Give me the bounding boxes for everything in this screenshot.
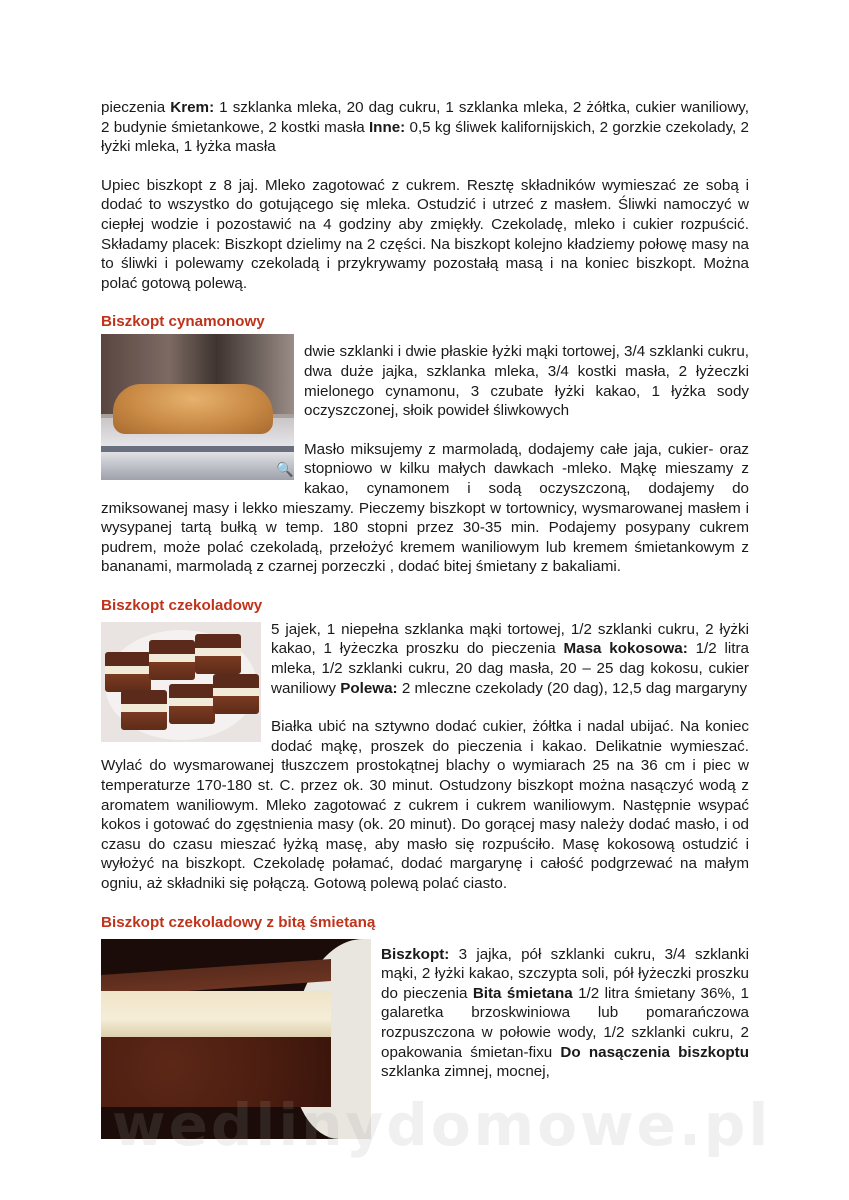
text-run: 5 jajek, 1 niepełna szklanka mąki tortowej, 1/2 szklanki cukru, 2 łyżki kakao, 1 łyżeczka proszku do pieczenia (271, 620, 749, 658)
text-run: pieczenia (101, 99, 171, 116)
text-run: 1 szklanka mleka, 20 dag cukru, 1 szklanka mleka, 2 żółtka, cukier waniliowy, 2 budynie śmietankowe, 2 kostki masła (101, 99, 749, 136)
cinnamon-sponge-cake-photo (101, 334, 294, 480)
bold-label: Bita śmietana (472, 984, 573, 1002)
intro-ingredients-paragraph (101, 98, 749, 157)
intro-method-paragraph: Upiec biszkopt z 8 jaj. Mleko zagotować z cukrem. Resztę składników wymieszać ze sobą i dodać to wszystko do gotującego się mleka. Ostudzić i utrzeć z masłem. Śliwki namoczyć w ciepłej wodzie i pozostawić na 4 godziny aby zmiękły. Czekoladę, mleko i cukier rozpuścić. Składamy placek: Biszkopt dzielimy na 2 części. Na biszkopt kolejno kładziemy połowę masy na to śliwki i polewamy czekoladą i przykrywamy pozostałą masą i na koniec biszkopt. Można polać gotową polewą. (101, 176, 749, 292)
text-run: 1/2 litra mleka, 1/2 szklanki cukru, 20 dag masła, 20 – 25 dag kokosu, cukier waniliowy (271, 640, 749, 697)
section1-method: Masło miksujemy z marmoladą, dodajemy całe jaja, cukier- oraz stopniowo w kilku małych dawkach -mleko. Mąkę mieszamy z kakao, cynamonem i sodą oczyszczoną, dodajemy do zmiksowanej masy i lekko mieszamy. Pieczemy biszkopt w tortownicy, wysmarowanej masłem i wysypanej tartą bułką w temp. 180 stopni przez 30-35 min. Podajemy posypany cukrem pudrem, może polać czekoladą, przełożyć kremem waniliowym lub kremem śmietankowym z bananami, marmoladą z czarnej porzeczki , dodać bitej śmietany z bakaliami. (101, 440, 749, 576)
bold-label: Krem: (170, 99, 215, 116)
watermark-text: wedlinydomowe.pl (112, 1091, 772, 1159)
text-run: 1/2 litra śmietany 36%, 1 galaretka brzoskwiniowa lub pomarańczowa rozpuszczona w połowie wody, 1/2 szklanki cukru, 2 opakowania śmietan-fixu (381, 984, 749, 1061)
bold-label: Masa kokosowa: (563, 640, 688, 658)
bold-label: Polewa: (340, 679, 398, 697)
bold-label: Inne: (368, 118, 406, 136)
magnify-icon[interactable]: 🔍 (276, 461, 294, 478)
section1-ingredients: dwie szklanki i dwie płaskie łyżki mąki tortowej, 3/4 szklanki cukru, dwa duże jajka, szklanka mleka, 3/4 kostki masła, 2 łyżeczki mielonego cynamonu, 3 czubate łyżki kakao, 1 łyżka sody oczyszczonej, słoik powideł śliwkowych (304, 343, 749, 420)
section-title-biszkopt-czekoladowy: Biszkopt czekoladowy (101, 596, 263, 614)
document-page (101, 98, 749, 1141)
text-run: szklanka zimnej, mocnej, (381, 1063, 550, 1081)
section-title-biszkopt-cynamonowy: Biszkopt cynamonowy (101, 313, 265, 331)
cream-sponge-cake-photo (101, 939, 371, 1139)
bold-label: Biszkopt: (381, 945, 450, 963)
text-run: 3 jajka, pół szklanki cukru, 3/4 szklanki mąki, 2 łyżki kakao, szczypta soli, pół łyżeczki proszku do pieczenia (381, 945, 749, 1002)
section2-method: Białka ubić na sztywno dodać cukier, żółtka i nadal ubijać. Na koniec dodać mąkę, proszek do pieczenia i kakao. Delikatnie wymieszać. Wylać do wysmarowanej tłuszczem prostokątnej blachy o wymiarach 25 na 36 cm i piec w temperaturze 170-180 st. C. przez ok. 30 minut. Ostudzony biszkopt można nasączyć wodą z aromatem waniliowym. Mleko zagotować z cukrem i cukrem waniliowym. Następnie wsypać kokos i gotować do zgęstnienia masy (ok. 20 minut). Do gorącej masy należy dodać masło, i od czasu do czasu mieszać łyżką masę, aby masło się rozpuściło. Masę kokosową ostudzić i wyłożyć na biszkopt. Czekoladę połamać, dodać margarynę i całość podgrzewać na małym ogniu, aż składniki się połączą. Gotową polewą polać ciasto. (101, 718, 749, 892)
coconut-chocolate-cake-photo (101, 622, 261, 742)
section-title-biszkopt-z-bita-smietana: Biszkopt czekoladowy z bitą śmietaną (101, 913, 376, 931)
text-run: 0,5 kg śliwek kalifornijskich, 2 gorzkie czekolady, 2 łyżki mleka, 1 łyżka masła (101, 118, 749, 156)
bold-label: Do nasączenia biszkoptu (560, 1043, 750, 1061)
text-run: 2 mleczne czekolady (20 dag), 12,5 dag margaryny (397, 679, 748, 697)
